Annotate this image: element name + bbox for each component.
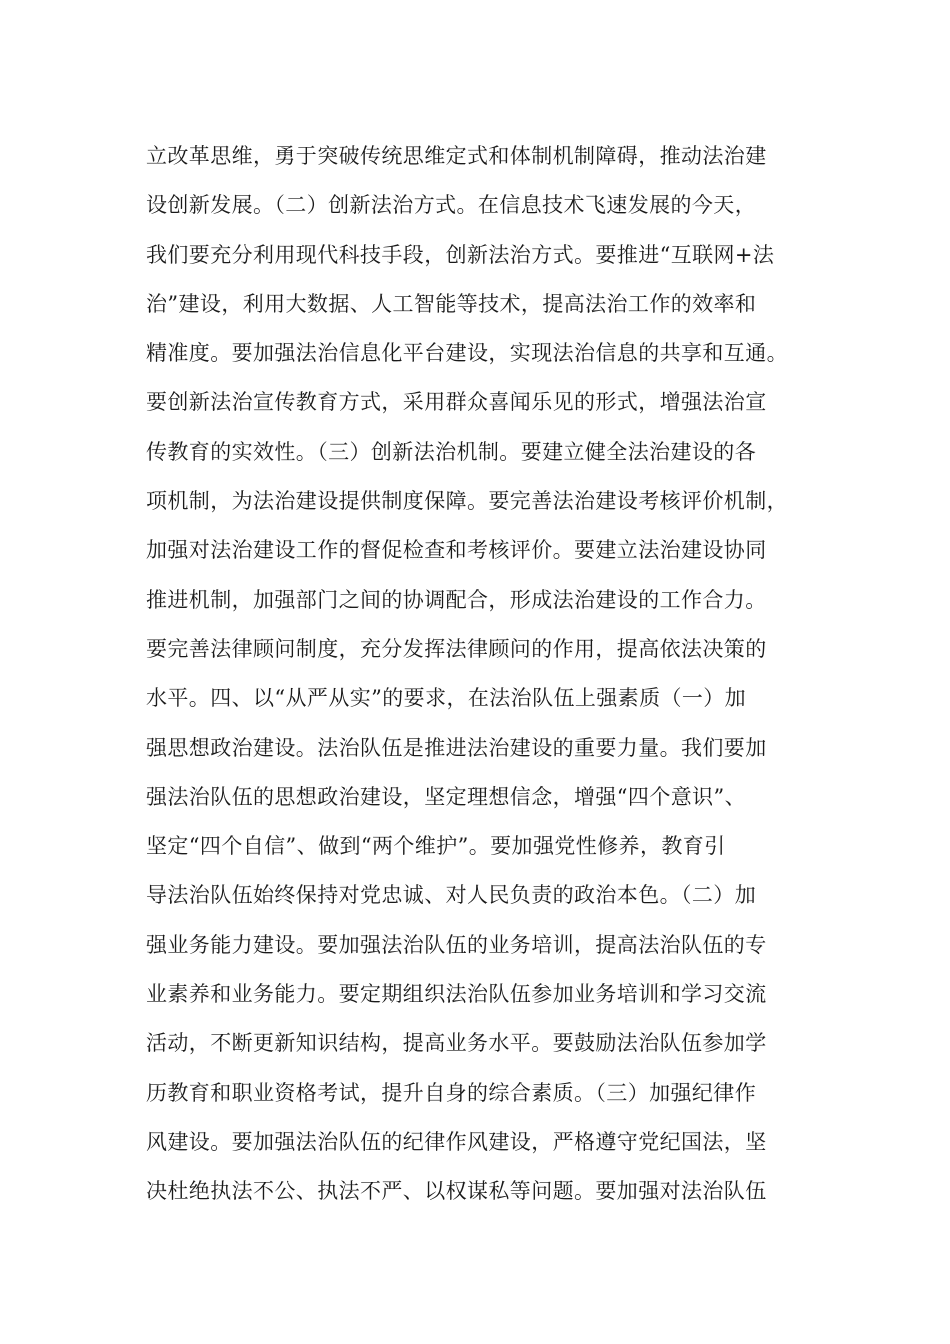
text-line: 历教育和职业资格考试，提升自身的综合素质。（三）加强纪律作: [146, 1080, 757, 1105]
text-line: 业素养和业务能力。要定期组织法治队伍参加业务培训和学习交流: [146, 982, 767, 1007]
text-line: 传教育的实效性。（三）创新法治机制。要建立健全法治建设的各: [146, 439, 757, 464]
text-line: 精准度。要加强法治信息化平台建设，实现法治信息的共享和互通。: [146, 341, 788, 366]
text-line: 治”建设，利用大数据、人工智能等技术，提高法治工作的效率和: [146, 291, 757, 316]
text-line: 强法治队伍的思想政治建设，坚定理想信念，增强“四个意识”、: [146, 784, 747, 809]
text-line: 立改革思维，勇于突破传统思维定式和体制机制障碍，推动法治建: [146, 144, 767, 168]
text-line: 强思想政治建设。法治队伍是推进法治建设的重要力量。我们要加: [146, 735, 767, 760]
text-line: 坚定“四个自信”、做到“两个维护”。要加强党性修养，教育引: [146, 834, 726, 859]
text-line: 风建设。要加强法治队伍的纪律作风建设，严格遵守党纪国法，坚: [146, 1129, 767, 1154]
text-line: 决杜绝执法不公、执法不严、以权谋私等问题。要加强对法治队伍: [146, 1179, 767, 1204]
text-line: 导法治队伍始终保持对党忠诚、对人民负责的政治本色。（二）加: [146, 883, 757, 908]
text-line: 要创新法治宣传教育方式，采用群众喜闻乐见的形式，增强法治宣: [146, 390, 767, 415]
text-line: 水平。四、以“从严从实”的要求，在法治队伍上强素质（一）加: [146, 686, 747, 711]
text-line: 我们要充分利用现代科技手段，创新法治方式。要推进“互联网+法: [146, 242, 775, 267]
text-line: 项机制，为法治建设提供制度保障。要完善法治建设考核评价机制，: [146, 489, 788, 514]
body-text: [146, 132, 826, 1217]
text-line: 推进机制，加强部门之间的协调配合，形成法治建设的工作合力。: [146, 587, 767, 612]
text-line: 加强对法治建设工作的督促检查和考核评价。要建立法治建设协同: [146, 538, 767, 563]
text-line: 活动，不断更新知识结构，提高业务水平。要鼓励法治队伍参加学: [146, 1031, 767, 1056]
text-line: 设创新发展。（二）创新法治方式。在信息技术飞速发展的今天，: [146, 193, 757, 218]
text-line: 要完善法律顾问制度，充分发挥法律顾问的作用，提高依法决策的: [146, 636, 767, 661]
text-line: 强业务能力建设。要加强法治队伍的业务培训，提高法治队伍的专: [146, 932, 767, 957]
